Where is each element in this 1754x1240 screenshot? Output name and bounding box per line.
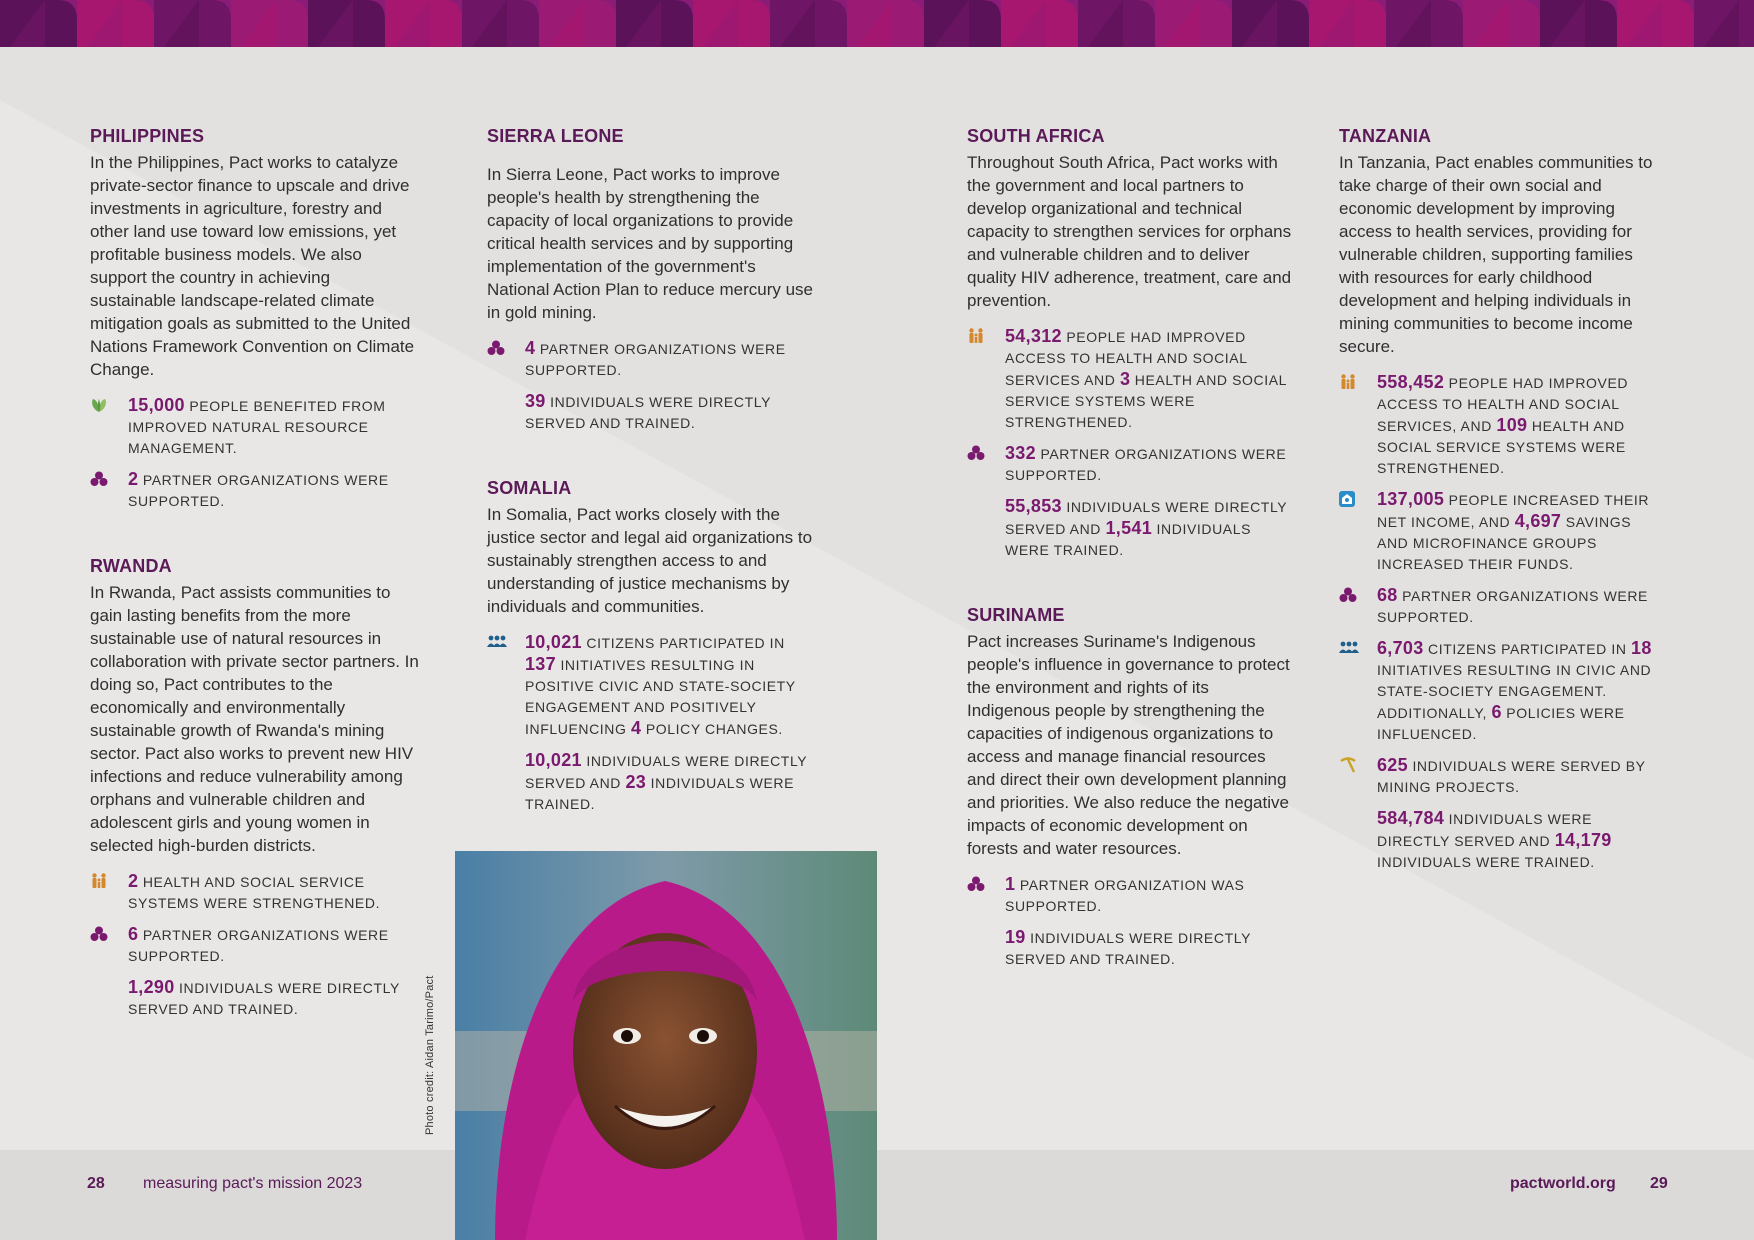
- spacer: [90, 522, 420, 556]
- top-decorative-band: [0, 0, 1754, 47]
- stat-text: [525, 750, 815, 815]
- stat-description: INDIVIDUALS WERE TRAINED.: [1005, 521, 1252, 558]
- stats-list: [967, 326, 1292, 561]
- stat-text: [1377, 585, 1659, 628]
- stat-description: POLICIES WERE INFLUENCED.: [1377, 705, 1625, 742]
- stat-item: [487, 391, 815, 434]
- country-heading: PHILIPPINES: [90, 126, 205, 146]
- section-sierra-leone: [487, 126, 815, 434]
- stat-number: 39: [525, 391, 546, 411]
- country-intro: In Tanzania, Pact enables communities to take charge of their own social and economic development by improving access to health services, providing for vulnerable children, supporting families with resources for early childhood development and helping individuals in mining communities to become income secure.: [1339, 153, 1653, 356]
- country-heading: RWANDA: [90, 556, 172, 576]
- stat-text: [525, 632, 815, 740]
- column-3: [967, 126, 1292, 980]
- stat-number: 625: [1377, 755, 1408, 775]
- partners-icon: [967, 443, 1005, 466]
- stat-text: [525, 338, 815, 381]
- stat-number: 2: [128, 469, 139, 489]
- stat-number: 1,541: [1105, 518, 1153, 538]
- icon-spacer: [967, 496, 1005, 498]
- stats-list: [90, 871, 420, 1020]
- section-south-africa: [967, 126, 1292, 561]
- stat-number: 18: [1631, 638, 1652, 658]
- stat-number: 10,021: [525, 750, 582, 770]
- stat-description: INDIVIDUALS WERE TRAINED.: [525, 775, 795, 812]
- stat-item: [967, 927, 1292, 970]
- icon-spacer: [90, 977, 128, 979]
- stat-text: [1377, 372, 1659, 479]
- icon-spacer: [967, 927, 1005, 929]
- photo-credit: Photo credit: Aidan Tarimo/Pact: [424, 975, 436, 1135]
- footer-website-link[interactable]: pactworld.org: [1510, 1175, 1616, 1192]
- stat-number: 4: [631, 718, 642, 738]
- stat-text: [1377, 638, 1659, 745]
- stat-description: HEALTH AND SOCIAL SERVICE SYSTEMS WERE STRENGTHENED.: [128, 874, 381, 911]
- stat-number: 23: [625, 772, 647, 792]
- stat-description: POLICY CHANGES.: [645, 721, 783, 737]
- stat-number: 6: [128, 924, 139, 944]
- stat-item: [967, 443, 1292, 486]
- citizens-icon: [1339, 638, 1377, 659]
- stat-description: PEOPLE INCREASED THEIR NET INCOME, AND: [1377, 492, 1650, 530]
- stat-number: 6: [1491, 702, 1502, 722]
- country-heading: SOMALIA: [487, 478, 572, 498]
- stat-description: INDIVIDUALS WERE DIRECTLY SERVED AND: [525, 753, 807, 791]
- stat-item: [90, 871, 420, 914]
- stat-number: 1: [1005, 874, 1016, 894]
- family-icon: [1339, 372, 1377, 395]
- stat-number: 55,853: [1005, 496, 1062, 516]
- stat-text: [128, 924, 420, 967]
- section-tanzania: [1339, 126, 1659, 873]
- country-intro: Throughout South Africa, Pact works with the government and local partners to develop organizational and technical capacity to strengthen services for orphans and vulnerable children and to deliver quality HIV adherence, treatment, care and prevention.: [967, 153, 1292, 310]
- family-icon: [967, 326, 1005, 349]
- stat-description: PARTNER ORGANIZATIONS WERE SUPPORTED.: [1377, 588, 1648, 625]
- stat-number: 4: [525, 338, 536, 358]
- partners-icon: [90, 469, 128, 492]
- stat-text: [525, 391, 815, 434]
- country-intro: In the Philippines, Pact works to catalyze private-sector finance to upscale and drive investments in agriculture, forestry and other land use toward low emissions, yet profitable business models. We also support the country in achieving sustainable landscape-related climate mitigation goals as submitted to the United Nations Framework Convention on Climate Change.: [90, 153, 415, 379]
- icon-spacer: [1339, 808, 1377, 810]
- stat-description: PARTNER ORGANIZATIONS WERE SUPPORTED.: [128, 927, 389, 964]
- stat-description: PEOPLE HAD IMPROVED ACCESS TO HEALTH AND SOCIAL SERVICES, AND: [1377, 375, 1629, 434]
- stats-list: [967, 874, 1292, 970]
- stat-description: PARTNER ORGANIZATION WAS SUPPORTED.: [1005, 877, 1245, 914]
- stat-item: [487, 632, 815, 740]
- stat-item: [1339, 585, 1659, 628]
- stat-description: INITIATIVES RESULTING IN POSITIVE CIVIC AND STATE-SOCIETY ENGAGEMENT AND POSITIVELY INFLUENCING: [525, 657, 796, 737]
- partners-icon: [967, 874, 1005, 897]
- stats-list: [90, 395, 420, 512]
- stat-text: [1005, 927, 1292, 970]
- column-1: [90, 126, 420, 1030]
- stat-number: 558,452: [1377, 372, 1445, 392]
- page-number-right: 29: [1650, 1175, 1668, 1192]
- stat-item: [967, 496, 1292, 561]
- stat-description: PARTNER ORGANIZATIONS WERE SUPPORTED.: [1005, 446, 1287, 483]
- stat-text: [1005, 443, 1292, 486]
- column-2: [487, 126, 815, 825]
- stat-description: INDIVIDUALS WERE DIRECTLY SERVED AND TRAINED.: [1005, 930, 1251, 967]
- stat-text: [128, 977, 420, 1020]
- footer-publication-title: measuring pact's mission 2023: [143, 1175, 363, 1192]
- stat-number: 332: [1005, 443, 1036, 463]
- stat-text: [1377, 489, 1659, 575]
- stat-description: SAVINGS AND MICROFINANCE GROUPS INCREASED THEIR FUNDS.: [1377, 514, 1632, 572]
- stat-number: 137: [525, 654, 556, 674]
- stat-text: [128, 469, 420, 512]
- stat-item: [967, 326, 1292, 433]
- stat-number: 584,784: [1377, 808, 1445, 828]
- stat-description: PEOPLE HAD IMPROVED ACCESS TO HEALTH AND SOCIAL SERVICES AND: [1005, 329, 1248, 388]
- stat-item: [487, 750, 815, 815]
- stat-description: PEOPLE BENEFITED FROM IMPROVED NATURAL RESOURCE MANAGEMENT.: [128, 398, 386, 456]
- spacer: [967, 571, 1292, 605]
- country-intro: In Sierra Leone, Pact works to improve people's health by strengthening the capacity of local organizations to provide critical health services and by supporting implementation of the government's National Action Plan to reduce mercury use in gold mining.: [487, 165, 814, 322]
- spacer: [487, 444, 815, 478]
- column-4: [1339, 126, 1659, 883]
- partners-icon: [1339, 585, 1377, 608]
- stat-description: INDIVIDUALS WERE DIRECTLY SERVED AND: [1377, 811, 1593, 849]
- stat-description: CITIZENS PARTICIPATED IN: [586, 635, 785, 651]
- stat-item: [967, 874, 1292, 917]
- stat-item: [90, 977, 420, 1020]
- stat-number: 3: [1119, 369, 1131, 389]
- stat-description: INDIVIDUALS WERE TRAINED.: [1377, 854, 1595, 870]
- stat-number: 14,179: [1554, 830, 1612, 850]
- section-rwanda: [90, 556, 420, 1020]
- stat-description: INDIVIDUALS WERE DIRECTLY SERVED AND TRAINED.: [525, 394, 771, 431]
- stat-number: 68: [1377, 585, 1398, 605]
- country-intro: In Somalia, Pact works closely with the justice sector and legal aid organizations to sustainably strengthen access to and understanding of justice mechanisms by individuals and communities.: [487, 505, 813, 616]
- pickaxe-icon: [1339, 755, 1377, 778]
- stat-text: [128, 395, 420, 459]
- stat-number: 137,005: [1377, 489, 1445, 509]
- stat-number: 10,021: [525, 632, 582, 652]
- stat-text: [1377, 755, 1659, 798]
- stat-description: INITIATIVES RESULTING IN CIVIC AND STATE-SOCIETY ENGAGEMENT. ADDITIONALLY,: [1377, 662, 1652, 721]
- stat-item: [1339, 808, 1659, 873]
- girl-portrait-illustration: [455, 851, 877, 1240]
- stat-number: 1,290: [128, 977, 175, 997]
- stat-number: 15,000: [128, 395, 185, 415]
- stat-item: [90, 924, 420, 967]
- country-heading: SOUTH AFRICA: [967, 126, 1105, 146]
- stat-text: [1005, 496, 1292, 561]
- stat-number: 4,697: [1514, 511, 1562, 531]
- partners-icon: [487, 338, 525, 361]
- section-suriname: [967, 605, 1292, 970]
- footer-band: [0, 1150, 1754, 1240]
- stat-text: [1005, 326, 1292, 433]
- stat-number: 54,312: [1005, 326, 1062, 346]
- citizens-icon: [487, 632, 525, 653]
- stat-description: PARTNER ORGANIZATIONS WERE SUPPORTED.: [128, 472, 389, 509]
- partners-icon: [90, 924, 128, 947]
- section-philippines: [90, 126, 420, 512]
- icon-spacer: [487, 391, 525, 393]
- country-heading: SIERRA LEONE: [487, 126, 624, 146]
- stat-item: [1339, 489, 1659, 575]
- leaf-icon: [90, 395, 128, 418]
- stat-description: CITIZENS PARTICIPATED IN: [1428, 641, 1627, 657]
- stat-item: [1339, 372, 1659, 479]
- stat-description: INDIVIDUALS WERE DIRECTLY SERVED AND: [1005, 499, 1287, 537]
- stats-list: [487, 338, 815, 434]
- portrait-photo: [455, 851, 877, 1240]
- stat-description: HEALTH AND SOCIAL SERVICE SYSTEMS WERE STRENGTHENED.: [1377, 418, 1626, 476]
- stat-item: [90, 469, 420, 512]
- stat-number: 109: [1496, 415, 1528, 435]
- stats-list: [1339, 372, 1659, 873]
- country-intro: In Rwanda, Pact assists communities to gain lasting benefits from the more sustainable use of natural resources in collaboration with private sector partners. In doing so, Pact contributes to the economically and environmentally sustainable growth of Rwanda's mining sector. Pact also works to prevent new HIV infections and reduce vulnerability among orphans and vulnerable children and adolescent girls and young women in selected high-burden districts.: [90, 583, 419, 855]
- income-icon: [1339, 489, 1377, 512]
- stat-item: [1339, 755, 1659, 798]
- stat-description: INDIVIDUALS WERE SERVED BY MINING PROJECTS.: [1377, 758, 1646, 795]
- country-intro: Pact increases Suriname's Indigenous people's influence in governance to protect the environment and rights of its Indigenous people by strengthening the capacities of indigenous organizations to access and manage financial resources and direct their own development planning and priorities. We also reduce the negative impacts of economic development on forests and water resources.: [967, 632, 1290, 858]
- stat-description: PARTNER ORGANIZATIONS WERE SUPPORTED.: [525, 341, 786, 378]
- stat-text: [128, 871, 420, 914]
- stat-description: HEALTH AND SOCIAL SERVICE SYSTEMS WERE STRENGTHENED.: [1005, 372, 1287, 430]
- country-heading: SURINAME: [967, 605, 1065, 625]
- stat-text: [1377, 808, 1659, 873]
- country-heading: TANZANIA: [1339, 126, 1432, 146]
- stat-number: 2: [128, 871, 139, 891]
- icon-spacer: [487, 750, 525, 752]
- page-number-left: 28: [87, 1175, 105, 1192]
- stat-item: [1339, 638, 1659, 745]
- stat-text: [1005, 874, 1292, 917]
- stat-number: 6,703: [1377, 638, 1424, 658]
- stat-number: 19: [1005, 927, 1026, 947]
- stats-list: [487, 632, 815, 815]
- stat-item: [487, 338, 815, 381]
- family-icon: [90, 871, 128, 894]
- stat-description: INDIVIDUALS WERE DIRECTLY SERVED AND TRAINED.: [128, 980, 400, 1017]
- section-somalia: [487, 478, 815, 815]
- stat-item: [90, 395, 420, 459]
